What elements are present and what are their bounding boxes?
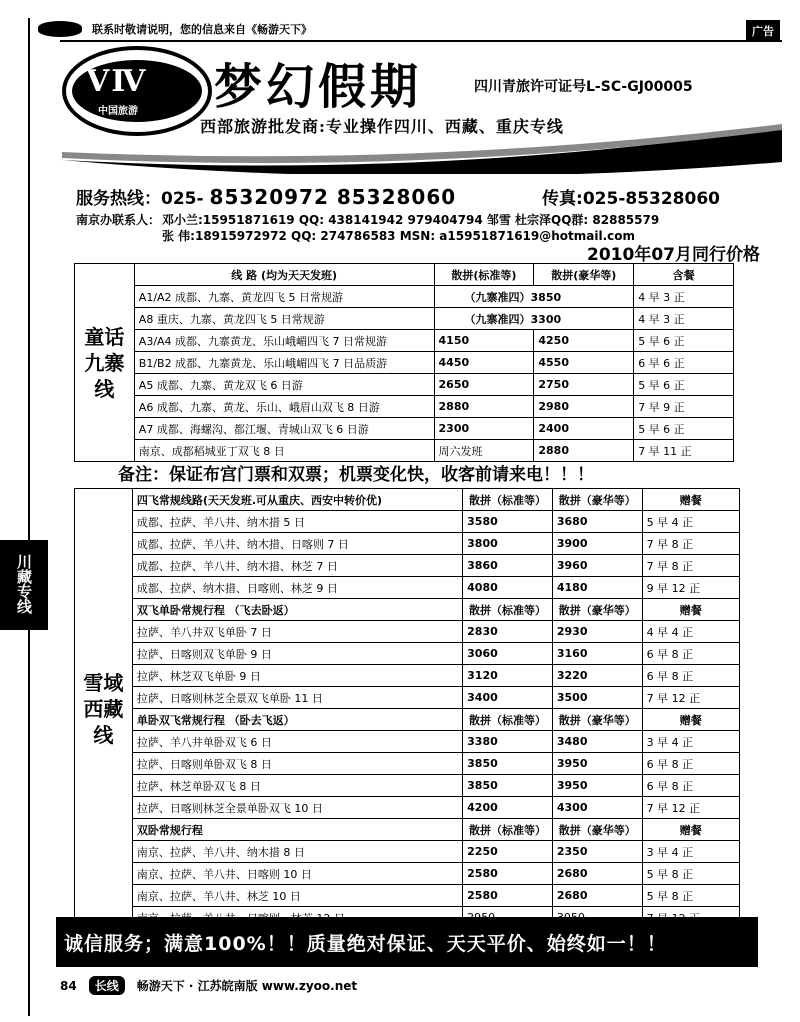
meals: 7 早 12 正 — [642, 797, 739, 819]
jiuzhai-table — [74, 263, 734, 462]
route-name: 南京、拉萨、羊八井、日喀则 10 日 — [132, 863, 462, 885]
section-header-row — [75, 489, 740, 511]
price-deluxe: 3500 — [552, 687, 642, 709]
route-name: 拉萨、羊八井双飞单卧 7 日 — [132, 621, 462, 643]
route-name: A5 成都、九寨、黄龙双飞 6 日游 — [134, 374, 434, 396]
table-header: 散拼（豪华等） — [552, 599, 642, 621]
table-row — [75, 841, 740, 863]
table-row — [75, 665, 740, 687]
price-deluxe: 4550 — [534, 352, 634, 374]
meals: 5 早 8 正 — [642, 863, 739, 885]
table-row — [75, 352, 734, 374]
meals: 5 早 6 正 — [634, 374, 734, 396]
table-row — [75, 330, 734, 352]
price-deluxe: 2680 — [552, 863, 642, 885]
price-deluxe: 3160 — [552, 643, 642, 665]
meals: 3 早 4 正 — [642, 731, 739, 753]
table-header: 散拼（豪华等） — [552, 819, 642, 841]
route-name: 成都、拉萨、羊八井、纳木措、日喀则 7 日 — [132, 533, 462, 555]
section-header-row — [75, 819, 740, 841]
route-name: A6 成都、九寨、黄龙、乐山、峨眉山双飞 8 日游 — [134, 396, 434, 418]
route-name: A7 成都、海螺沟、都江堰、青城山双飞 6 日游 — [134, 418, 434, 440]
price-standard: 2300 — [434, 418, 534, 440]
price-deluxe: 4250 — [534, 330, 634, 352]
price-deluxe: 3960 — [552, 555, 642, 577]
price-standard: 3400 — [463, 687, 553, 709]
meals: 7 早 12 正 — [642, 687, 739, 709]
table-row — [75, 753, 740, 775]
price-standard: 2580 — [463, 863, 553, 885]
price-date: 2010年07月同行价格 — [587, 245, 760, 265]
price-deluxe: 3900 — [552, 533, 642, 555]
tibet-table — [74, 488, 740, 929]
meals: 7 早 8 正 — [642, 533, 739, 555]
slogan: 西部旅游批发商:专业操作四川、西藏、重庆专线 — [200, 117, 564, 136]
price-deluxe: 3220 — [552, 665, 642, 687]
price-deluxe: 2350 — [552, 841, 642, 863]
price-deluxe: 2680 — [552, 885, 642, 907]
price-deluxe: 4300 — [552, 797, 642, 819]
price-deluxe: 3480 — [552, 731, 642, 753]
price-deluxe: 2880 — [534, 440, 634, 462]
route-name: A3/A4 成都、九寨黄龙、乐山峨嵋四飞 7 日常规游 — [134, 330, 434, 352]
route-name: 拉萨、日喀则双飞单卧 9 日 — [132, 643, 462, 665]
office-line-2: 张 伟:18915972972 QQ: 274786583 MSN: a15951871619@hotmail.com — [162, 229, 636, 243]
route-name: 南京、拉萨、羊八井、林芝 10 日 — [132, 885, 462, 907]
route-name: A1/A2 成都、九寨、黄龙四飞 5 日常规游 — [134, 286, 434, 308]
table-row — [75, 885, 740, 907]
price-deluxe: 3680 — [552, 511, 642, 533]
meals: 7 早 11 正 — [634, 440, 734, 462]
table-row — [75, 396, 734, 418]
meals: 5 早 6 正 — [634, 330, 734, 352]
route-name: 拉萨、日喀则单卧双飞 8 日 — [132, 753, 462, 775]
price-standard: 3850 — [463, 775, 553, 797]
route-name: 拉萨、日喀则林芝全景双飞单卧 11 日 — [132, 687, 462, 709]
table-header: 散拼（标准等） — [463, 709, 553, 731]
route-name: 成都、拉萨、羊八井、纳木措、林芝 7 日 — [132, 555, 462, 577]
table-row — [75, 731, 740, 753]
meals: 4 早 4 正 — [642, 621, 739, 643]
jiuzhai-side-label: 童话九寨线 — [75, 264, 135, 462]
logo-mark-icon: ⅤⅣ — [86, 64, 148, 99]
table-row — [75, 511, 740, 533]
source-notice: 联系时敬请说明，您的信息来自《畅游天下》 — [92, 23, 312, 36]
meals: 5 早 4 正 — [642, 511, 739, 533]
price-standard: （九寨准四）3300 — [434, 308, 634, 330]
office-line-1: 邓小兰:15951871619 QQ: 438141942 979404794 邹雪 杜宗泽QQ群: 82885579 — [162, 213, 660, 227]
section-header-row — [75, 709, 740, 731]
meals: 6 早 8 正 — [642, 753, 739, 775]
route-name: 拉萨、林芝单卧双飞 8 日 — [132, 775, 462, 797]
publication-name: 畅游天下 · 江苏皖南版 www.zyoo.net — [136, 979, 358, 993]
agency-header — [62, 44, 782, 174]
price-standard: 2650 — [434, 374, 534, 396]
meals: 6 早 8 正 — [642, 775, 739, 797]
table-header: 含餐 — [634, 264, 734, 286]
meals: 7 早 9 正 — [634, 396, 734, 418]
table-header: 散拼（豪华等） — [552, 489, 642, 511]
table-header: 双卧常规行程 — [132, 819, 462, 841]
meals: 6 早 6 正 — [634, 352, 734, 374]
price-standard: （九寨准四）3850 — [434, 286, 634, 308]
route-name: B1/B2 成都、九寨黄龙、乐山峨嵋四飞 7 日品质游 — [134, 352, 434, 374]
meals: 4 早 3 正 — [634, 308, 734, 330]
price-standard: 3380 — [463, 731, 553, 753]
route-name: A8 重庆、九寨、黄龙四飞 5 日常规游 — [134, 308, 434, 330]
price-deluxe: 2400 — [534, 418, 634, 440]
table-row — [75, 797, 740, 819]
table-row — [75, 577, 740, 599]
price-deluxe: 3950 — [552, 753, 642, 775]
price-standard: 4150 — [434, 330, 534, 352]
price-standard: 3060 — [463, 643, 553, 665]
office-label: 南京办联系人： — [76, 213, 161, 227]
price-standard: 3580 — [463, 511, 553, 533]
meals: 4 早 3 正 — [634, 286, 734, 308]
fax-number: 传真:025-85328060 — [542, 189, 720, 209]
license-number: 四川青旅许可证号L-SC-GJ00005 — [474, 79, 693, 95]
price-standard: 4080 — [463, 577, 553, 599]
table-header: 散拼（豪华等） — [552, 709, 642, 731]
route-name: 拉萨、林芝双飞单卧 9 日 — [132, 665, 462, 687]
table-header: 赠餐 — [642, 709, 739, 731]
meals: 7 早 8 正 — [642, 555, 739, 577]
table-row — [75, 687, 740, 709]
price-standard: 3800 — [463, 533, 553, 555]
page-number: 84 — [60, 978, 77, 993]
meals: 5 早 6 正 — [634, 418, 734, 440]
price-deluxe: 4180 — [552, 577, 642, 599]
price-standard: 2830 — [463, 621, 553, 643]
price-standard: 2580 — [463, 885, 553, 907]
side-tab-label: 川藏专线 — [15, 554, 33, 614]
price-deluxe: 3950 — [552, 775, 642, 797]
price-standard: 2880 — [434, 396, 534, 418]
ad-badge: 广告 — [746, 20, 780, 42]
route-name: 成都、拉萨、羊八井、纳木措 5 日 — [132, 511, 462, 533]
table-header: 赠餐 — [642, 599, 739, 621]
contact-block — [76, 184, 776, 244]
table-header: 单卧双飞常规行程 （卧去飞返） — [132, 709, 462, 731]
divider — [60, 40, 782, 42]
price-deluxe: 2980 — [534, 396, 634, 418]
remark-note: 备注：保证布宫门票和双票；机票变化快，收客前请来电！！！ — [118, 465, 594, 485]
route-name: 南京、成都稻城亚丁双飞 8 日 — [134, 440, 434, 462]
table-header: 散拼(标准等) — [434, 264, 534, 286]
table-header: 线 路 (均为天天发班) — [134, 264, 434, 286]
hotline-row — [76, 184, 776, 209]
meals: 5 早 8 正 — [642, 885, 739, 907]
page-footer — [60, 976, 357, 995]
section-tag: 长线 — [89, 976, 125, 995]
meals: 3 早 4 正 — [642, 841, 739, 863]
table-row — [75, 374, 734, 396]
table-header: 散拼（标准等） — [463, 819, 553, 841]
table-header: 四飞常规线路(天天发班.可从重庆、西安中转价优) — [132, 489, 462, 511]
table-header: 散拼（标准等） — [463, 599, 553, 621]
table-row — [75, 308, 734, 330]
table-header: 赠餐 — [642, 489, 739, 511]
price-standard: 2250 — [463, 841, 553, 863]
logo-text: 中国旅游 — [98, 106, 138, 117]
route-name: 拉萨、羊八井单卧双飞 6 日 — [132, 731, 462, 753]
meals: 6 早 8 正 — [642, 643, 739, 665]
table-row — [75, 286, 734, 308]
price-deluxe: 2750 — [534, 374, 634, 396]
route-name: 成都、拉萨、纳木措、日喀则、林芝 9 日 — [132, 577, 462, 599]
table-header: 双飞单卧常规行程 （飞去卧返） — [132, 599, 462, 621]
table-row — [75, 621, 740, 643]
hotline-label: 服务热线：025- — [76, 189, 204, 209]
top-notice-bar — [38, 18, 748, 40]
section-header-row — [75, 599, 740, 621]
route-name: 拉萨、日喀则林芝全景单卧双飞 10 日 — [132, 797, 462, 819]
hotline-numbers: 85320972 85328060 — [209, 185, 457, 209]
magazine-logo-icon — [38, 21, 82, 37]
table-row — [75, 643, 740, 665]
route-name: 南京、拉萨、羊八井、纳木措 8 日 — [132, 841, 462, 863]
table-header: 散拼（标准等） — [463, 489, 553, 511]
service-banner: 诚信服务；满意100%！！质量绝对保证、天天平价、始终如一！！ — [56, 917, 758, 967]
table-row — [75, 418, 734, 440]
price-standard: 3860 — [463, 555, 553, 577]
table-row — [75, 775, 740, 797]
table-row — [75, 863, 740, 885]
tibet-side-label: 雪域西藏线 — [75, 489, 133, 929]
table-row — [75, 555, 740, 577]
price-standard: 3850 — [463, 753, 553, 775]
table-header: 散拼(豪华等) — [534, 264, 634, 286]
section-side-tab — [0, 540, 48, 630]
price-standard: 周六发班 — [434, 440, 534, 462]
meals: 9 早 12 正 — [642, 577, 739, 599]
table-row — [75, 533, 740, 555]
table-header: 赠餐 — [642, 819, 739, 841]
price-standard: 4450 — [434, 352, 534, 374]
brand-name: 梦幻假期 — [214, 59, 423, 115]
price-standard: 4200 — [463, 797, 553, 819]
price-standard: 3120 — [463, 665, 553, 687]
table-row — [75, 440, 734, 462]
price-deluxe: 2930 — [552, 621, 642, 643]
meals: 6 早 8 正 — [642, 665, 739, 687]
